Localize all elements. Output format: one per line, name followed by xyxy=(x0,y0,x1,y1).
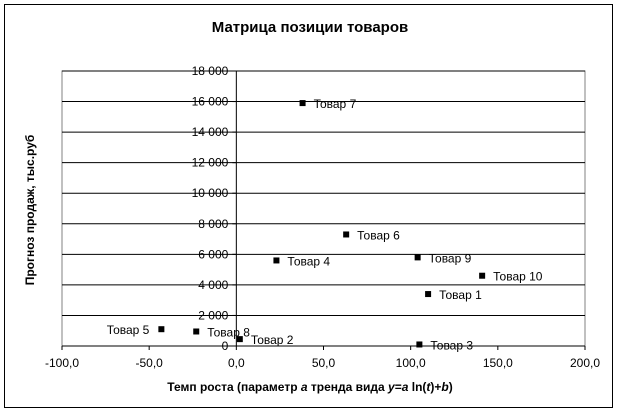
x-axis-title-plus: )+ xyxy=(430,380,442,394)
x-tick-label: 0,0 xyxy=(227,356,245,370)
data-point-label: Товар 5 xyxy=(106,323,150,338)
x-axis-title-a: a xyxy=(401,380,409,394)
data-point-label: Товар 6 xyxy=(357,228,400,243)
data-point-label: Товар 8 xyxy=(207,325,250,340)
y-tick-label: 10 000 xyxy=(191,186,229,201)
y-tick-label: 8 000 xyxy=(198,216,229,231)
data-point xyxy=(425,291,431,297)
data-point xyxy=(343,231,349,237)
y-tick-label: 12 000 xyxy=(191,155,229,170)
x-axis-title-param-a: a xyxy=(300,380,308,394)
data-point xyxy=(479,273,485,279)
data-point-label: Товар 2 xyxy=(250,333,294,348)
x-axis-title-y: y xyxy=(388,380,395,394)
y-tick-label: 0 xyxy=(221,339,229,353)
data-point-label: Товар 10 xyxy=(493,269,543,284)
x-axis-title xyxy=(167,380,453,394)
x-tick-labels xyxy=(45,356,600,370)
x-axis-title-mid: тренда вида xyxy=(307,380,389,394)
data-point-label: Товар 4 xyxy=(287,254,331,269)
y-axis-title: Прогноз продаж, тыс.руб xyxy=(23,134,37,286)
data-point-label: Товар 9 xyxy=(428,251,472,266)
x-axis-title-b: b xyxy=(441,380,449,394)
y-tick-label: 18 000 xyxy=(191,64,229,78)
data-point xyxy=(416,341,422,347)
data-point xyxy=(273,257,279,263)
x-axis-title-ln: ln( xyxy=(408,380,427,394)
y-tick-label: 16 000 xyxy=(191,94,229,109)
data-point xyxy=(415,254,421,260)
x-tick-label: 100,0 xyxy=(395,356,426,370)
chart-title: Матрица позиции товаров xyxy=(211,19,409,36)
x-axis-title-eq: = xyxy=(394,380,402,394)
x-tick-label: 50,0 xyxy=(311,356,336,370)
plot-area xyxy=(62,71,585,346)
x-tick-label: -100,0 xyxy=(44,356,80,370)
y-tick-label: 4 000 xyxy=(198,277,229,292)
data-point xyxy=(300,100,306,106)
x-tick-label: 150,0 xyxy=(482,356,513,370)
data-point-label: Товар 1 xyxy=(439,288,482,303)
x-axis-title-prefix: Темп роста (параметр xyxy=(167,380,301,394)
x-tick-label: 200,0 xyxy=(569,356,601,370)
data-point xyxy=(158,326,164,332)
data-point-label: Товар 7 xyxy=(313,97,357,112)
x-axis-title-t: t xyxy=(426,380,431,394)
y-tick-label: 6 000 xyxy=(198,247,229,262)
data-point-label: Товар 3 xyxy=(430,338,474,353)
data-point xyxy=(193,328,199,334)
y-tick-label: 14 000 xyxy=(191,125,229,140)
x-axis-title-close: ) xyxy=(448,380,453,394)
y-tick-label: 2 000 xyxy=(198,308,229,323)
x-tick-label: -50,0 xyxy=(135,356,163,370)
